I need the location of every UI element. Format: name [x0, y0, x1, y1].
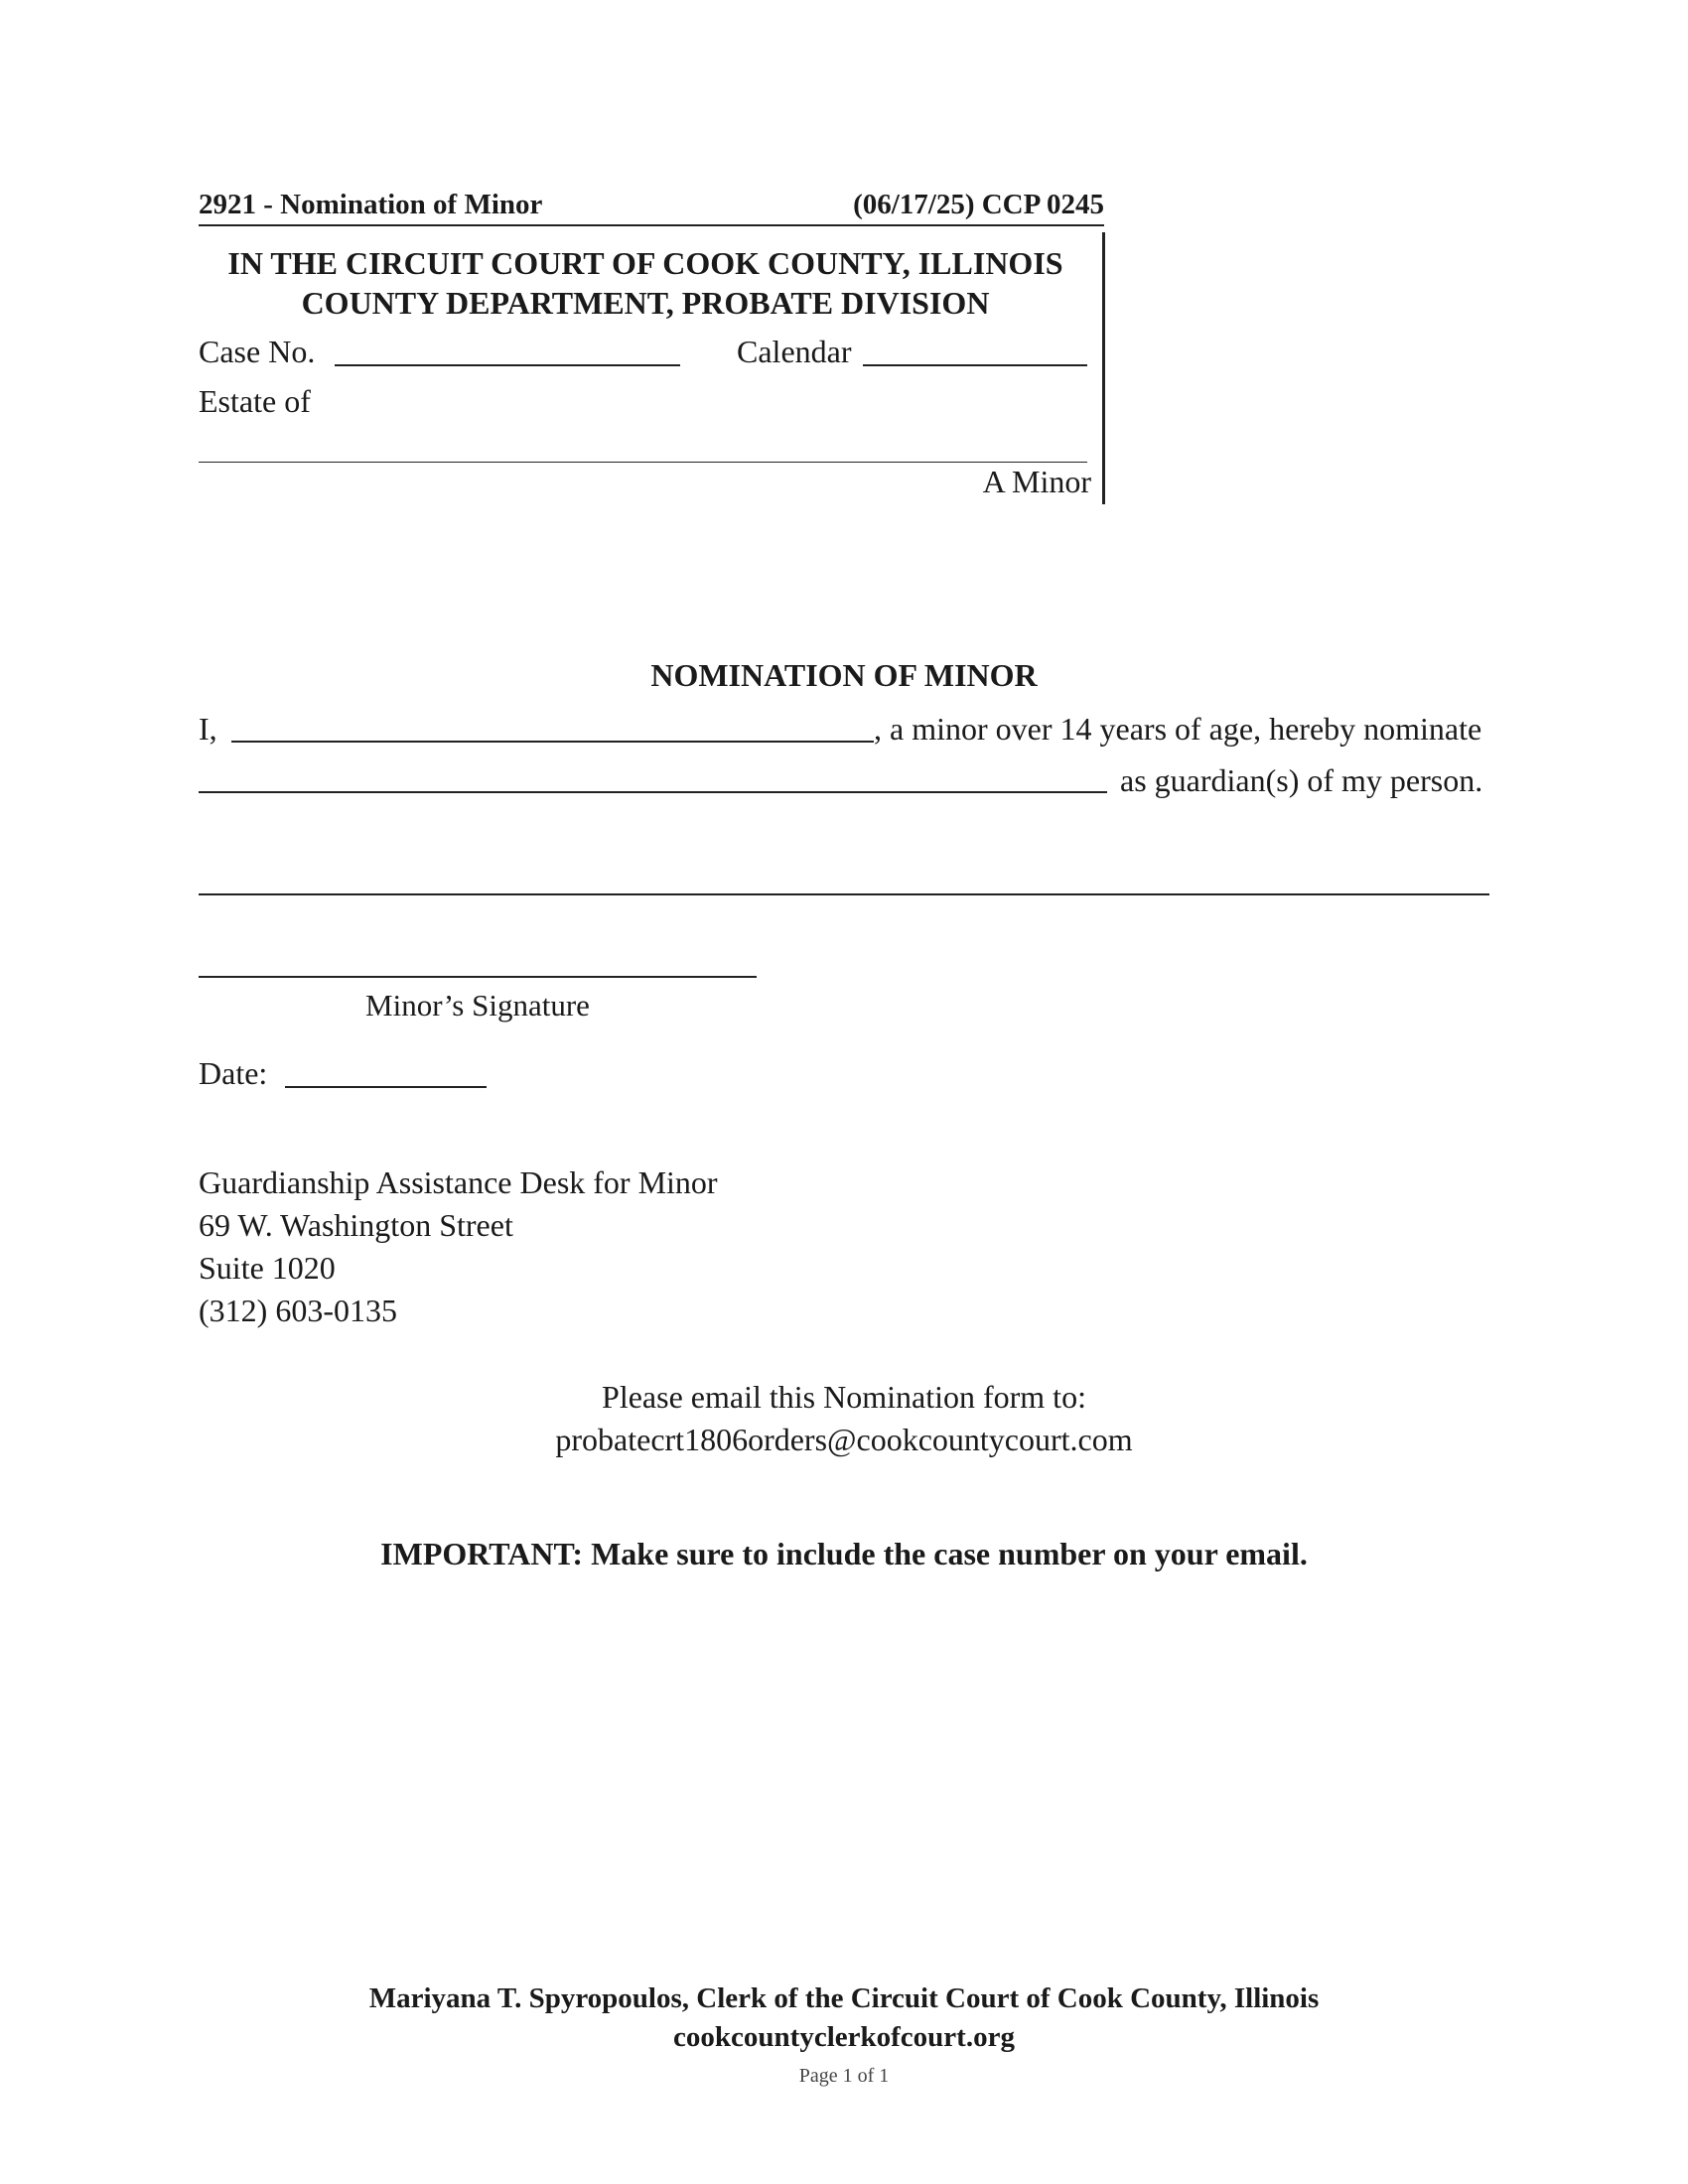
guardian-statement: as guardian(s) of my person.	[1120, 762, 1483, 798]
document-title: NOMINATION OF MINOR	[650, 657, 1038, 693]
date-label: Date:	[199, 1055, 268, 1091]
calendar-field[interactable]	[863, 364, 1087, 366]
footer-website[interactable]: cookcountyclerkofcourt.org	[673, 2021, 1015, 2053]
signature-field[interactable]	[199, 976, 757, 978]
date-field[interactable]	[285, 1086, 487, 1088]
calendar-label: Calendar	[737, 334, 852, 369]
minor-name-field[interactable]	[231, 741, 874, 743]
estate-name-field[interactable]	[199, 462, 1087, 463]
nomination-statement: , a minor over 14 years of age, hereby nominate	[874, 711, 1482, 747]
important-notice: IMPORTANT: Make sure to include the case number on your email.	[380, 1536, 1308, 1571]
case-no-label: Case No.	[199, 334, 316, 369]
court-division: COUNTY DEPARTMENT, PROBATE DIVISION	[301, 285, 990, 321]
page-number: Page 1 of 1	[798, 2065, 890, 2087]
contact-suite: Suite 1020	[199, 1250, 336, 1286]
caption-right-border	[1102, 232, 1105, 504]
court-name: IN THE CIRCUIT COURT OF COOK COUNTY, ILLINOIS	[227, 245, 1063, 281]
signature-label: Minor’s Signature	[365, 988, 590, 1023]
additional-guardian-field[interactable]	[199, 893, 1489, 895]
case-no-field[interactable]	[335, 364, 680, 366]
contact-phone: (312) 603-0135	[199, 1293, 397, 1328]
form-code: (06/17/25) CCP 0245	[853, 189, 1104, 220]
header-rule	[199, 224, 1104, 226]
email-instruction: Please email this Nomination form to:	[602, 1379, 1086, 1415]
contact-street: 69 W. Washington Street	[199, 1207, 513, 1243]
contact-desk: Guardianship Assistance Desk for Minor	[199, 1164, 718, 1200]
footer-clerk: Mariyana T. Spyropoulos, Clerk of the Circuit Court of Cook County, Illinois	[368, 1982, 1320, 2014]
email-address[interactable]: probatecrt1806orders@cookcountycourt.com	[555, 1422, 1133, 1457]
a-minor-label: A Minor	[982, 464, 1091, 499]
estate-of-label: Estate of	[199, 383, 311, 419]
form-title: 2921 - Nomination of Minor	[199, 189, 543, 220]
guardian-name-field[interactable]	[199, 791, 1107, 793]
nominator-prefix: I,	[199, 711, 217, 747]
